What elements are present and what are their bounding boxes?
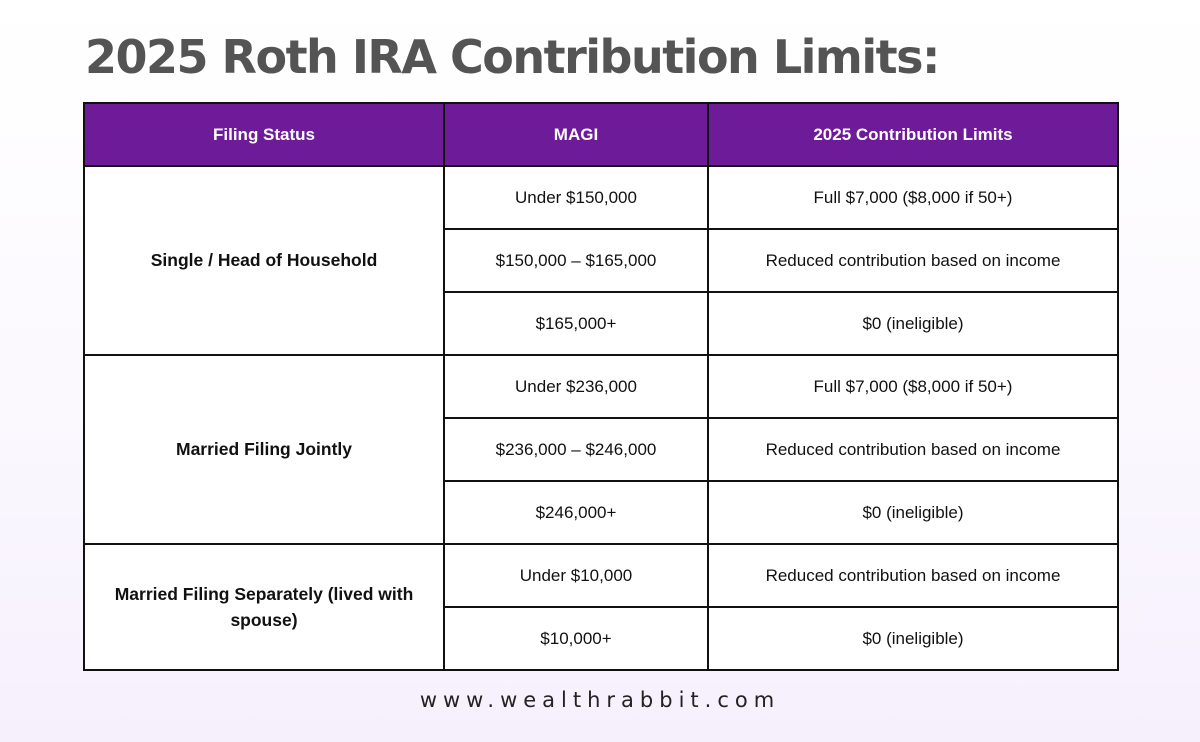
magi-cell: $150,000 – $165,000 (444, 229, 708, 292)
magi-cell: $10,000+ (444, 607, 708, 670)
magi-cell: $165,000+ (444, 292, 708, 355)
limit-cell: Reduced contribution based on income (708, 418, 1118, 481)
header-filing-status: Filing Status (84, 103, 444, 166)
limit-cell: Full $7,000 ($8,000 if 50+) (708, 166, 1118, 229)
filing-status-cell: Single / Head of Household (84, 166, 444, 355)
filing-status-cell: Married Filing Jointly (84, 355, 444, 544)
header-contribution-limits: 2025 Contribution Limits (708, 103, 1118, 166)
magi-cell: $236,000 – $246,000 (444, 418, 708, 481)
limit-cell: $0 (ineligible) (708, 481, 1118, 544)
footer-website-link[interactable]: www.wealthrabbit.com (419, 688, 781, 712)
table-header-row (84, 103, 1118, 166)
magi-cell: $246,000+ (444, 481, 708, 544)
table-row (84, 544, 1118, 607)
limit-cell: Full $7,000 ($8,000 if 50+) (708, 355, 1118, 418)
magi-cell: Under $150,000 (444, 166, 708, 229)
table-row (84, 355, 1118, 418)
magi-cell: Under $236,000 (444, 355, 708, 418)
limit-cell: $0 (ineligible) (708, 607, 1118, 670)
limit-cell: $0 (ineligible) (708, 292, 1118, 355)
table-row (84, 166, 1118, 229)
header-magi: MAGI (444, 103, 708, 166)
contribution-limits-table (83, 102, 1119, 671)
magi-cell: Under $10,000 (444, 544, 708, 607)
filing-status-cell: Married Filing Separately (lived with spouse) (84, 544, 444, 670)
page-title: 2025 Roth IRA Contribution Limits: (85, 30, 939, 84)
limit-cell: Reduced contribution based on income (708, 229, 1118, 292)
limit-cell: Reduced contribution based on income (708, 544, 1118, 607)
